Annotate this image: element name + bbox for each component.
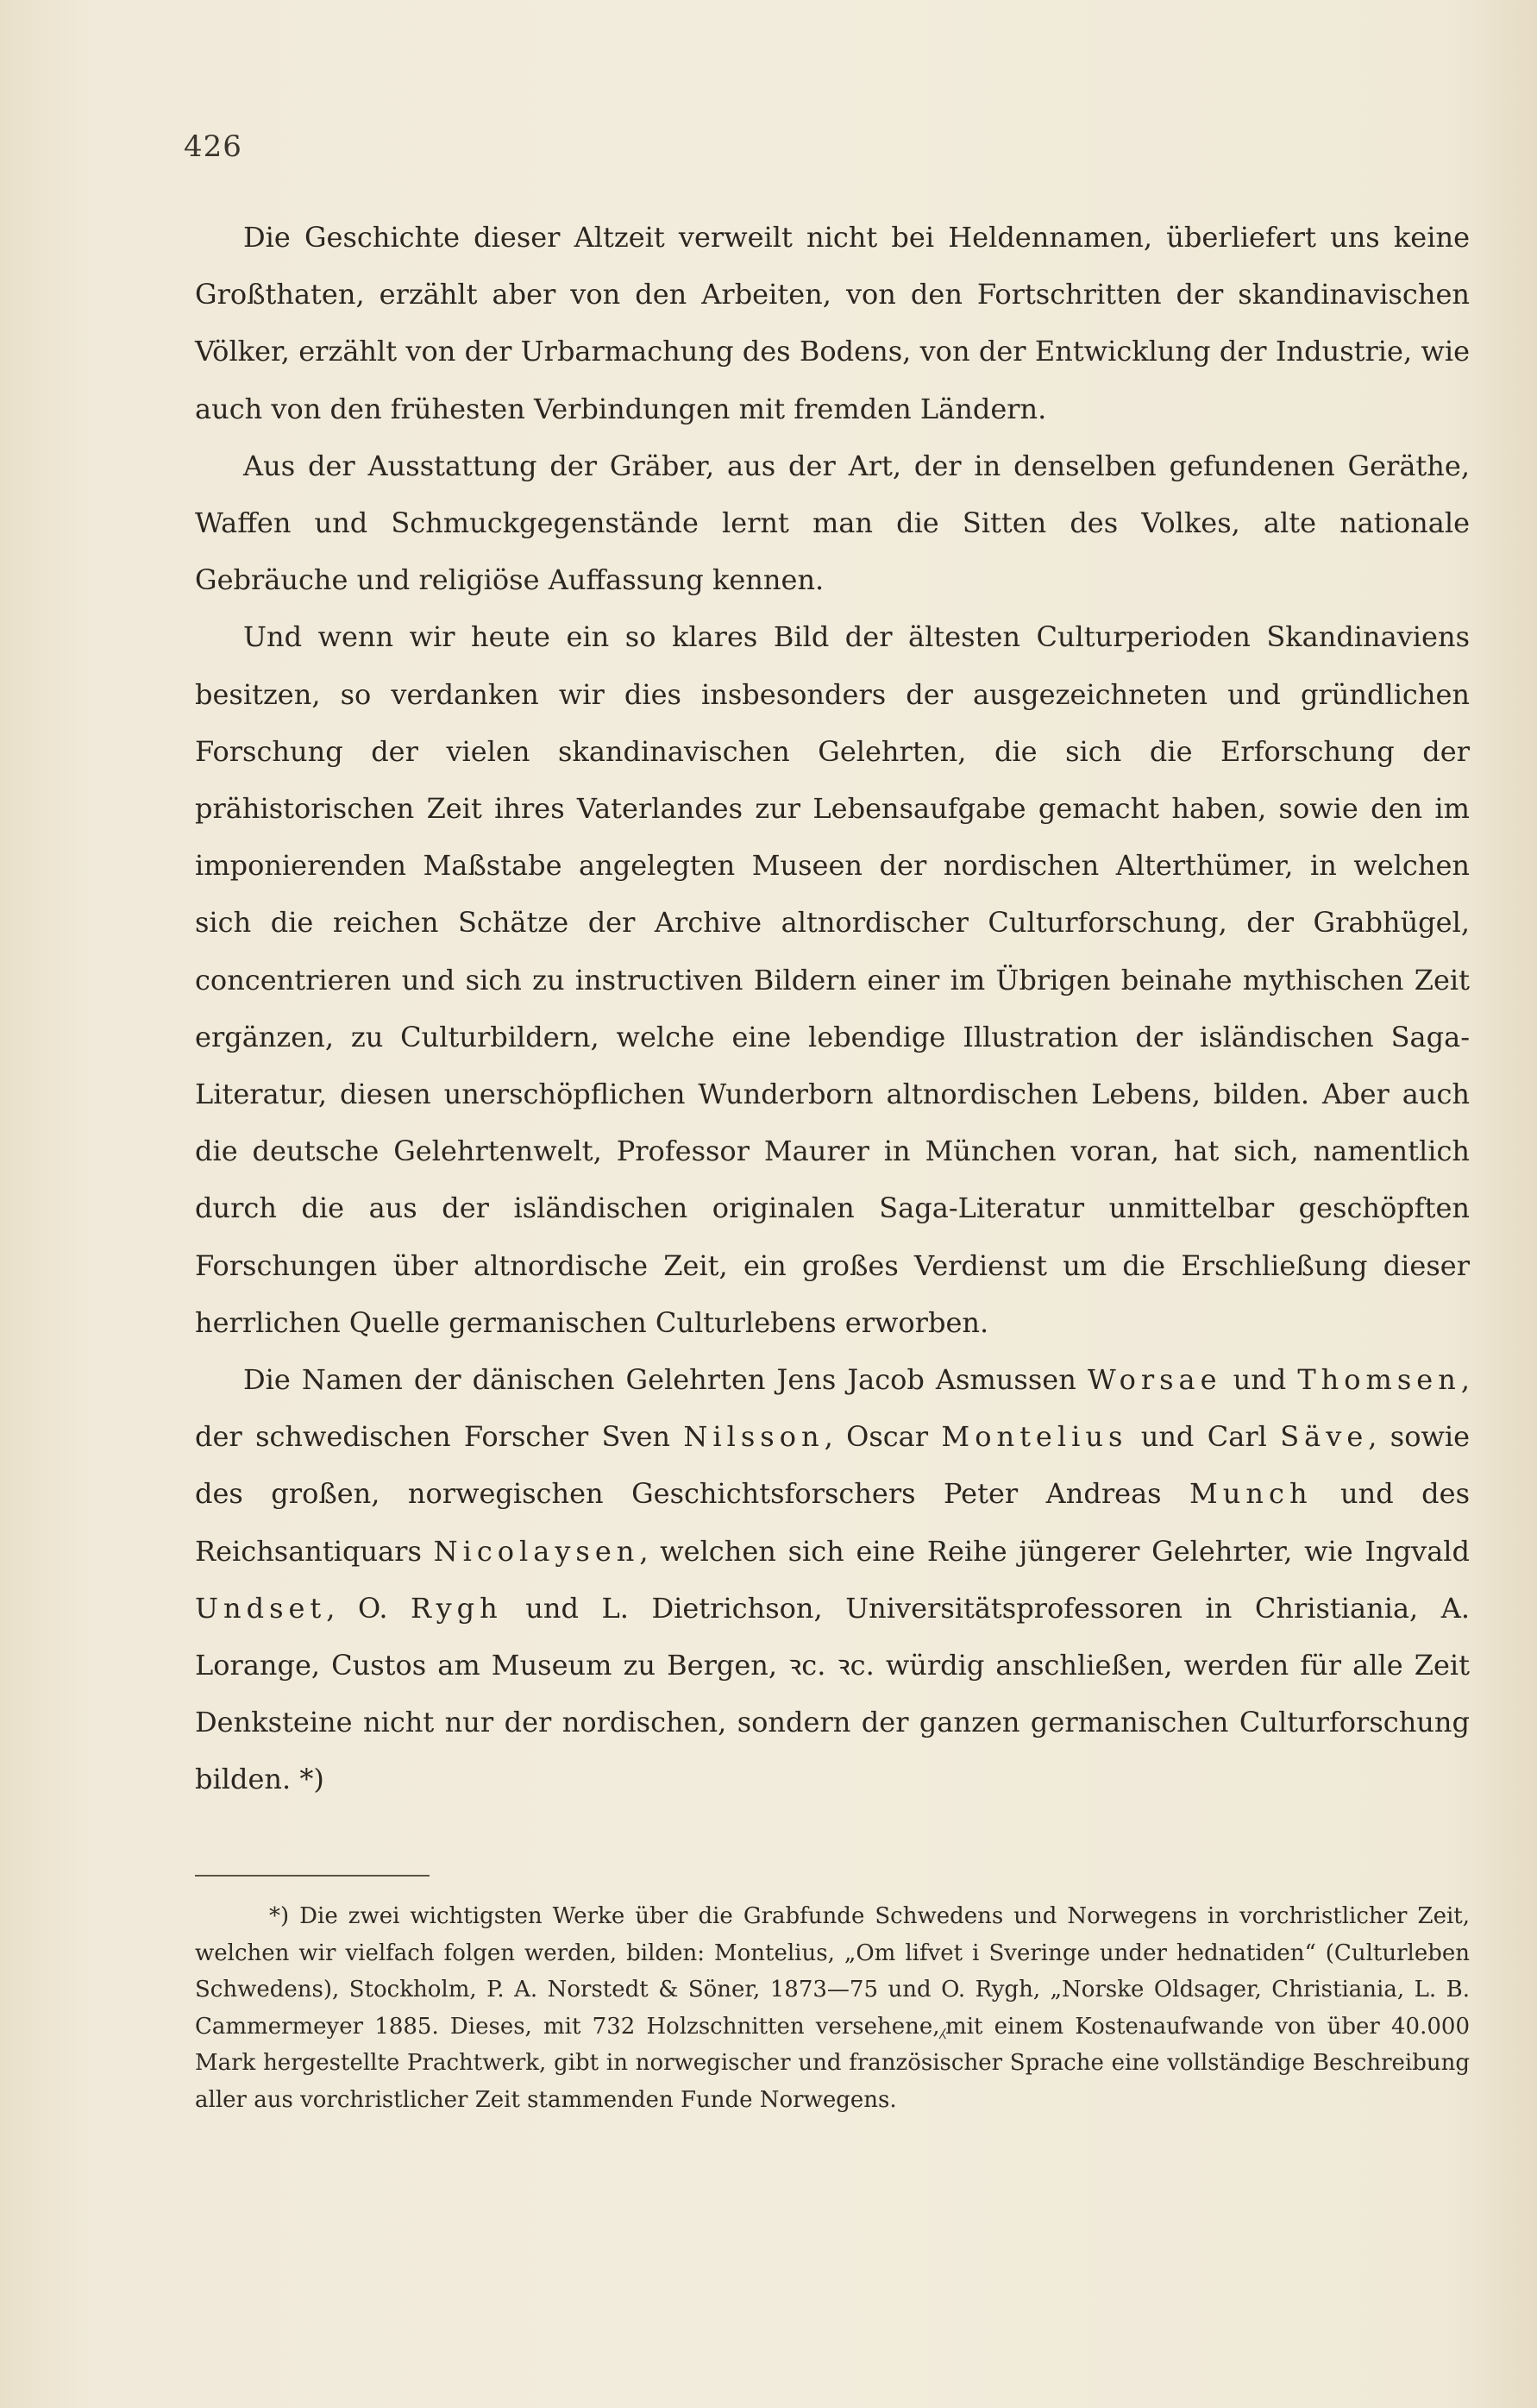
paragraph-graves: Aus der Ausstattung der Gräber, aus der Art, der in denselben gefundenen Geräthe, Waffen und Schmuckgegenstände lernt man die Sitten des Volkes, alte nationale Gebräuche und religiöse Auffassung kennen. xyxy=(195,449,1470,597)
scholar-name: Undset xyxy=(195,1591,327,1625)
paragraph-history: Die Geschichte dieser Altzeit verweilt nicht bei Heldennamen, überliefert uns keine Großthaten, erzählt aber von den Arbeiten, von den Fortschritten der skandinavischen Völker, erzählt von der Urbarmachung des Bodens, von der Entwicklung der Industrie, wie auch von den frühesten Verbindungen mit fremden Ländern. xyxy=(195,221,1470,425)
text-run: und Carl xyxy=(1127,1420,1281,1454)
scholar-name: Munch xyxy=(1189,1477,1313,1511)
text-run: , Oscar xyxy=(824,1420,942,1454)
text-run: , O. xyxy=(326,1591,411,1625)
scholar-name: Montelius xyxy=(941,1420,1128,1454)
text-run: und des Reichsantiquars xyxy=(195,1477,1471,1568)
text-run: und L. Dietrichson, Universitätsprofessoren in Christiania, A. Lorange, Custos am Museum zu Bergen, ꝛc. ꝛc. würdig anschließen, werden für alle Zeit Denksteine nicht nur der nordischen, sondern der ganzen germanischen Culturforschung bilden. *) xyxy=(195,1591,1471,1796)
paragraph-scholarship: Und wenn wir heute ein so klares Bild der ältesten Culturperioden Skandinaviens besitzen, so verdanken wir dies insbesonders der ausgezeichneten und gründlichen Forschung der vielen skandinavischen Gelehrten, die sich die Erforschung der prähistorischen Zeit ihres Vaterlandes zur Lebensaufgabe gemacht haben, sowie den im imponierenden Maßstabe angelegten Museen der nordischen Alterthümer, in welchen sich die reichen Schätze der Archive altnordischer Culturforschung, der Grabhügel, concentrieren und sich zu instructiven Bildern einer im Übrigen beinahe mythischen Zeit ergänzen, zu Culturbildern, welche eine lebendige Illustration der isländischen Saga-Literatur, diesen unerschöpflichen Wunderborn altnordischen Lebens, bilden. Aber auch die deutsche Gelehrtenwelt, Professor Maurer in München voran, hat sich, namentlich durch die aus der isländischen originalen Saga-Literatur unmittelbar geschöpften Forschungen über altnordische Zeit, ein großes Verdienst um die Erschließung dieser herrlichen Quelle germanischen Culturlebens erworben. xyxy=(195,620,1470,1339)
text-run: , der schwedischen Forscher Sven xyxy=(195,1363,1471,1454)
page-number: 426 xyxy=(184,129,242,164)
scholar-name: Rygh xyxy=(411,1591,503,1625)
scholar-name: Nicolaysen xyxy=(433,1534,640,1568)
paragraph-scholar-names xyxy=(195,1351,1470,1808)
scholar-name: Worsae xyxy=(1087,1363,1222,1397)
scholar-name: Thomsen xyxy=(1297,1363,1461,1397)
footnote: *) Die zwei wichtigsten Werke über die Grabfunde Schwedens und Norwegens in vorchristlicher Zeit, welchen wir vielfach folgen werden, bilden: Montelius, „Om lifvet i Sveringe under hednatiden“ (Culturleben Schwedens), Stockholm, P. A. Norstedt & Söner, 1873—75 und O. Rygh, „Norske Oldsager, Christiania, L. B. Cammermeyer 1885. Dieses, mit 732 Holzschnitten versehene,⁁mit einem Kostenaufwande von über 40.000 Mark hergestellte Prachtwerk, gibt in norwegischer und französischer Sprache eine vollständige Beschreibung aller aus vorchristlicher Zeit stammenden Funde Norwegens. xyxy=(195,1903,1470,2113)
scholar-name: Säve xyxy=(1280,1420,1369,1454)
text-run: und xyxy=(1221,1363,1298,1397)
main-text xyxy=(195,209,1470,1808)
scholar-name: Nilsson xyxy=(683,1420,825,1454)
text-run: , sowie des großen, norwegischen Geschichtsforschers Peter Andreas xyxy=(195,1420,1471,1511)
footnote-divider xyxy=(195,1875,430,1877)
text-run: Die Namen der dänischen Gelehrten Jens Jacob Asmussen xyxy=(243,1363,1088,1397)
text-run: , welchen sich eine Reihe jüngerer Gelehrter, wie Ingvald xyxy=(639,1534,1471,1568)
